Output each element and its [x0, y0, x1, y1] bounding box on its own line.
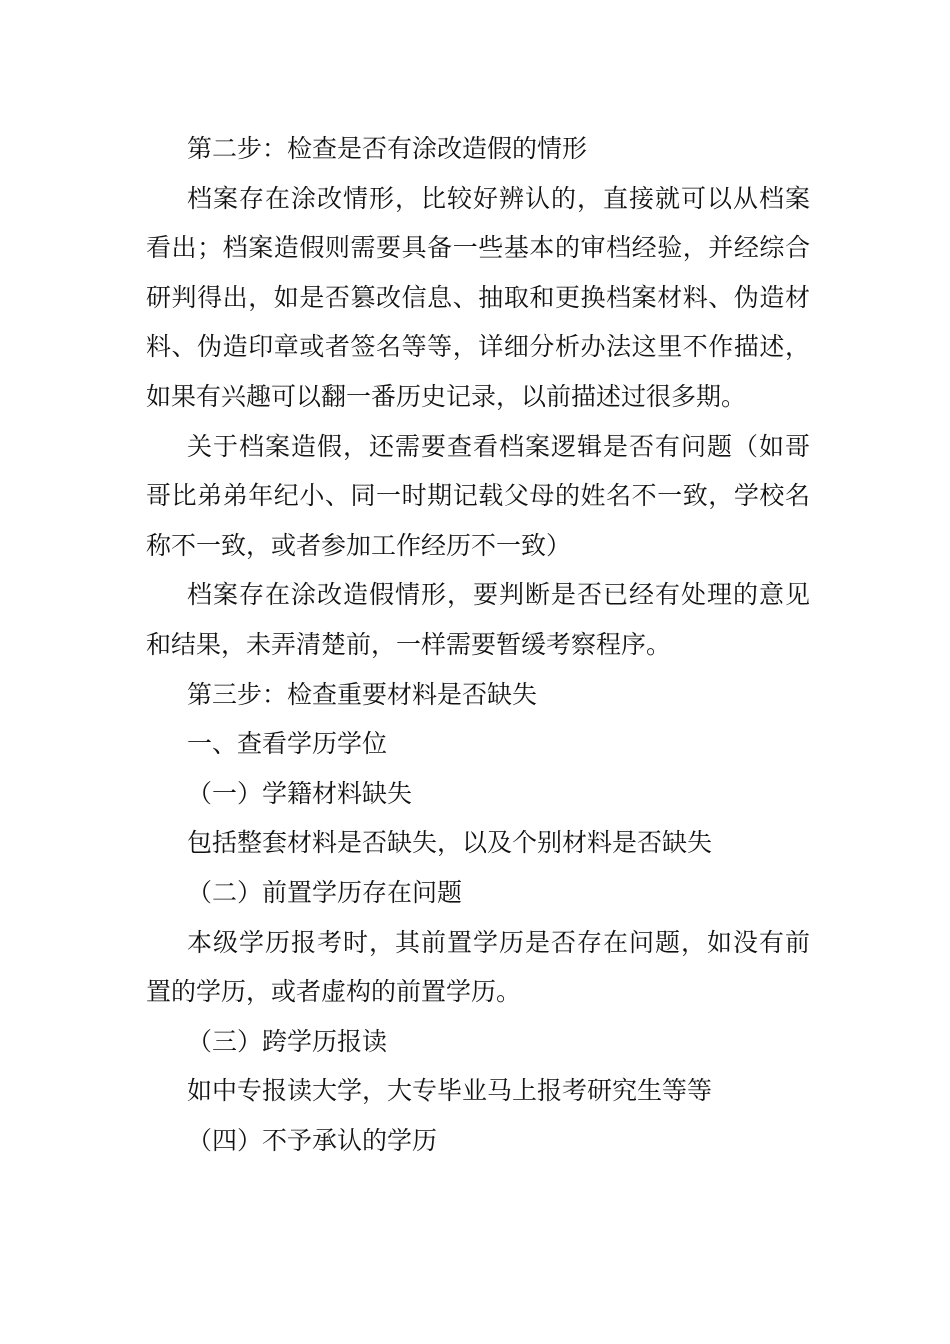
- subsection-3-heading: （三）跨学历报读: [187, 1026, 388, 1056]
- paragraph-logic-check: 关于档案造假，还需要查看档案逻辑是否有问题（如哥哥比弟弟年纪小、同一时期记载父母的姓名不一致，学校名称不一致，或者参加工作经历不一致）: [146, 431, 810, 560]
- step-two-heading: 第二步：检查是否有涂改造假的情形: [187, 134, 588, 163]
- subsection-3-body: 如中专报读大学，大专毕业马上报考研究生等等: [187, 1076, 713, 1106]
- paragraph-suspend-review: 档案存在涂改造假情形，要判断是否已经有处理的意见和结果，未弄清楚前，一样需要暂缓考察程序。: [146, 580, 810, 659]
- document-page: [146, 124, 810, 1165]
- subsection-2-body: 本级学历报考时，其前置学历是否存在问题，如没有前置的学历，或者虚构的前置学历。: [146, 927, 810, 1007]
- subsection-1-body: 包括整套材料是否缺失，以及个别材料是否缺失: [187, 828, 713, 858]
- subsection-1-heading: （一）学籍材料缺失: [187, 778, 413, 808]
- step-three-heading: 第三步：检查重要材料是否缺失: [187, 679, 538, 709]
- section-one-heading: 一、查看学历学位: [187, 729, 388, 759]
- subsection-4-heading: （四）不予承认的学历: [187, 1125, 438, 1155]
- subsection-2-heading: （二）前置学历存在问题: [187, 877, 463, 907]
- paragraph-alteration-forgery: 档案存在涂改情形，比较好辨认的，直接就可以从档案看出；档案造假则需要具备一些基本的审档经验，并经综合研判得出，如是否篡改信息、抽取和更换档案材料、伪造材料、伪造印章或者签名等等，详细分析办法这里不作描述，如果有兴趣可以翻一番历史记录，以前描述过很多期。: [146, 183, 810, 411]
